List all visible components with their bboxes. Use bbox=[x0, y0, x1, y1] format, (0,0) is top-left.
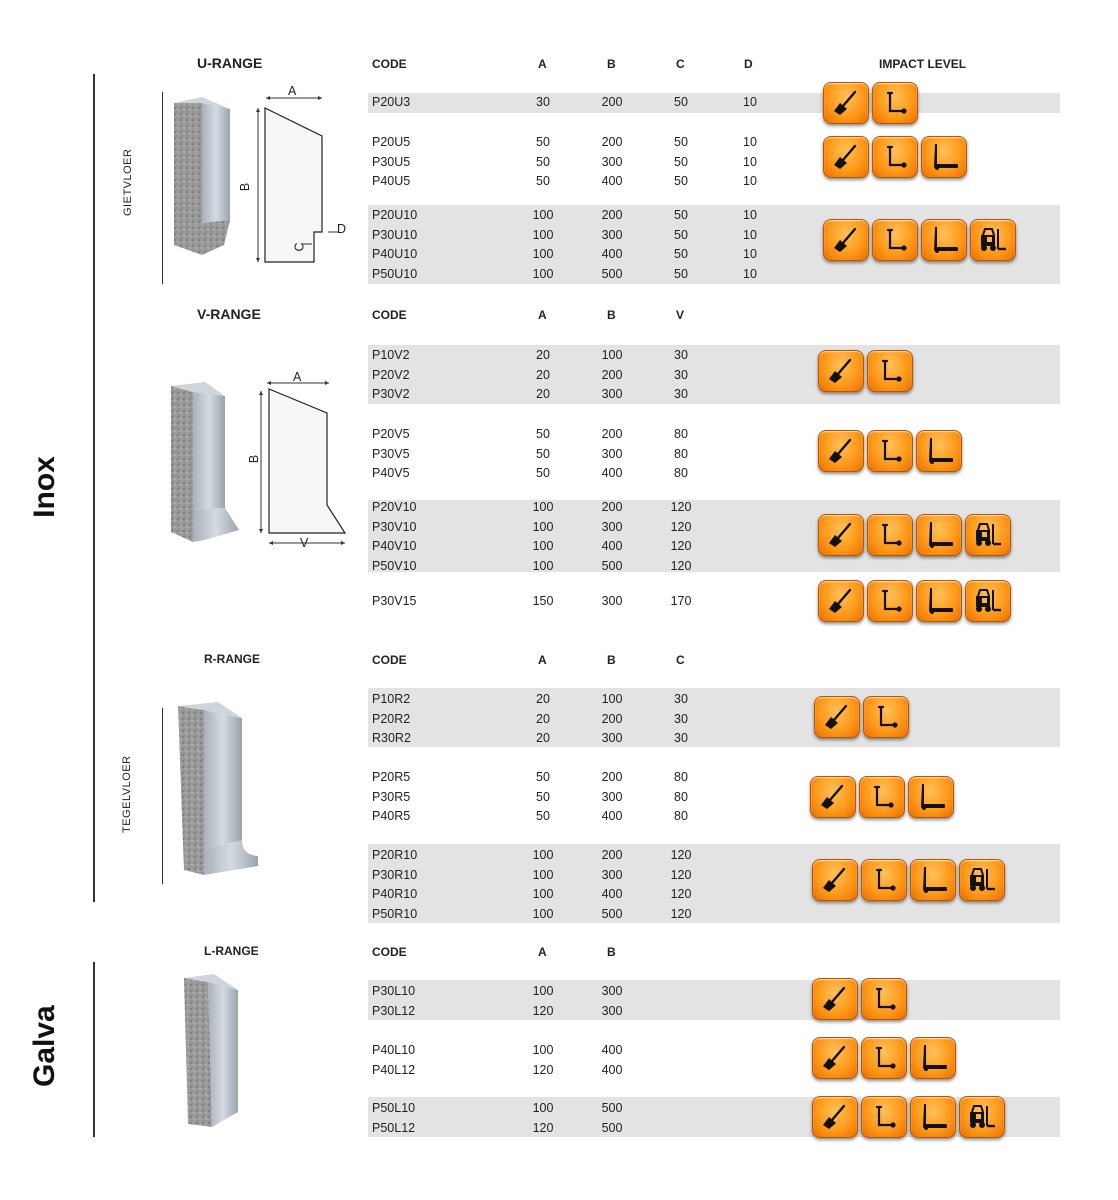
dimension-cell: 120 bbox=[670, 848, 692, 862]
product-code-cell: P40L10 bbox=[372, 1043, 416, 1057]
dimension-cell: 50 bbox=[674, 135, 688, 149]
scooter-icon bbox=[867, 580, 913, 622]
dimension-cell: 10 bbox=[743, 227, 757, 242]
scooter-icon bbox=[861, 1037, 907, 1079]
impact-level-icons bbox=[818, 430, 962, 472]
u-range-title: U-RANGE bbox=[197, 55, 263, 71]
dimension-cell: 30 bbox=[674, 711, 688, 726]
dimension-cell: 50 bbox=[674, 247, 688, 261]
galva-label: Galva bbox=[28, 1005, 61, 1087]
dimension-cell: 50 bbox=[536, 789, 550, 804]
dimension-cell: 50 bbox=[536, 135, 550, 149]
product-code-cell: P50U10 bbox=[372, 266, 418, 281]
dimension-cell: 100 bbox=[532, 558, 554, 573]
dimension-cell: 80 bbox=[674, 427, 688, 441]
broom-icon bbox=[818, 514, 864, 556]
dimension-cell: 500 bbox=[601, 266, 623, 281]
dimension-cell: 300 bbox=[601, 789, 623, 804]
dimension-cell: 300 bbox=[601, 1003, 623, 1018]
v-range-block-image bbox=[165, 380, 245, 550]
dimension-cell: 20 bbox=[536, 731, 550, 745]
product-code-cell: P30V10 bbox=[372, 519, 417, 534]
product-code-cell: P50V10 bbox=[372, 558, 417, 573]
dimension-cell: 100 bbox=[532, 519, 554, 534]
impact-level-icons bbox=[823, 82, 918, 124]
dimension-cell: 400 bbox=[601, 887, 623, 901]
dimension-cell: 400 bbox=[601, 1062, 623, 1077]
u-range-block-image bbox=[168, 95, 238, 265]
broom-icon bbox=[812, 1037, 858, 1079]
dimension-cell: 100 bbox=[532, 266, 554, 281]
product-code-cell: R30R2 bbox=[372, 731, 411, 745]
product-code-cell: P30U10 bbox=[372, 227, 418, 242]
dimension-cell: 10 bbox=[743, 247, 757, 261]
dimension-cell: 50 bbox=[674, 266, 688, 281]
dimension-cell: 400 bbox=[601, 539, 623, 553]
broom-icon bbox=[823, 82, 869, 124]
pallet-truck-icon bbox=[916, 430, 962, 472]
forklift-icon bbox=[965, 514, 1011, 556]
dimension-cell: 200 bbox=[601, 427, 623, 441]
dimension-cell: 200 bbox=[601, 711, 623, 726]
dimension-cell: 80 bbox=[674, 466, 688, 480]
product-code-cell: P40V10 bbox=[372, 539, 417, 553]
dimension-cell: 30 bbox=[674, 387, 688, 401]
product-code-cell: P50L10 bbox=[372, 1101, 416, 1115]
v-header-a: A bbox=[538, 308, 547, 322]
dimension-cell: 100 bbox=[601, 348, 623, 362]
inox-label: Inox bbox=[28, 456, 61, 518]
dimension-cell: 30 bbox=[674, 348, 688, 362]
scooter-icon bbox=[867, 350, 913, 392]
u-header-c: C bbox=[676, 57, 685, 71]
v-range-diagram bbox=[245, 373, 360, 553]
scooter-icon bbox=[872, 82, 918, 124]
dimension-cell: 200 bbox=[601, 770, 623, 784]
dimension-cell: 400 bbox=[601, 1043, 623, 1057]
l-header-a: A bbox=[538, 945, 547, 959]
dimension-cell: 50 bbox=[536, 154, 550, 169]
scooter-icon bbox=[867, 514, 913, 556]
l-header-code: CODE bbox=[372, 945, 407, 959]
dimension-cell: 50 bbox=[536, 466, 550, 480]
dimension-cell: 80 bbox=[674, 809, 688, 823]
u-drawing-label-c: C bbox=[292, 242, 307, 252]
dimension-cell: 30 bbox=[536, 95, 550, 109]
dimension-cell: 80 bbox=[674, 789, 688, 804]
pallet-truck-icon bbox=[908, 776, 954, 818]
row-group-band bbox=[368, 345, 1060, 404]
broom-icon bbox=[812, 859, 858, 901]
dimension-cell: 120 bbox=[670, 539, 692, 553]
product-code-cell: P30R10 bbox=[372, 867, 418, 882]
dimension-cell: 100 bbox=[532, 539, 554, 553]
dimension-cell: 30 bbox=[674, 367, 688, 382]
r-header-c: C bbox=[676, 653, 685, 667]
product-code-cell: P20R5 bbox=[372, 770, 411, 784]
product-code-cell: P10R2 bbox=[372, 692, 411, 706]
product-code-cell: P30L12 bbox=[372, 1003, 416, 1018]
product-code-cell: P20R2 bbox=[372, 711, 411, 726]
dimension-cell: 170 bbox=[670, 594, 692, 608]
dimension-cell: 120 bbox=[670, 500, 692, 514]
product-code-cell: P30V2 bbox=[372, 387, 410, 401]
u-drawing-label-a: A bbox=[288, 84, 297, 98]
dimension-cell: 100 bbox=[532, 848, 554, 862]
dimension-cell: 20 bbox=[536, 711, 550, 726]
u-header-b: B bbox=[607, 57, 616, 71]
dimension-cell: 400 bbox=[601, 174, 623, 188]
impact-level-icons bbox=[823, 219, 1016, 261]
u-range-diagram bbox=[240, 84, 355, 269]
dimension-cell: 20 bbox=[536, 692, 550, 706]
v-header-v: V bbox=[676, 308, 685, 322]
row-group-band bbox=[368, 688, 1060, 747]
dimension-cell: 300 bbox=[601, 154, 623, 169]
product-code-cell: P40R10 bbox=[372, 887, 418, 901]
dimension-cell: 300 bbox=[601, 446, 623, 461]
r-header-b: B bbox=[607, 653, 616, 667]
impact-level-icons bbox=[823, 136, 967, 178]
tegelvloer-label: TEGELVLOER bbox=[121, 755, 133, 833]
broom-icon bbox=[818, 580, 864, 622]
dimension-cell: 400 bbox=[601, 809, 623, 823]
scooter-icon bbox=[861, 859, 907, 901]
dimension-cell: 400 bbox=[601, 466, 623, 480]
dimension-cell: 100 bbox=[532, 1043, 554, 1057]
v-drawing-label-a: A bbox=[293, 370, 302, 384]
dimension-cell: 120 bbox=[532, 1062, 554, 1077]
dimension-cell: 50 bbox=[674, 208, 688, 222]
r-range-title: R-RANGE bbox=[204, 652, 260, 666]
pallet-truck-icon bbox=[921, 219, 967, 261]
v-header-b: B bbox=[607, 308, 616, 322]
galva-divider-line bbox=[93, 962, 95, 1137]
broom-icon bbox=[818, 430, 864, 472]
impact-level-icons bbox=[812, 859, 1005, 901]
product-code-cell: P50R10 bbox=[372, 906, 418, 921]
dimension-cell: 500 bbox=[601, 906, 623, 921]
dimension-cell: 20 bbox=[536, 367, 550, 382]
dimension-cell: 400 bbox=[601, 247, 623, 261]
product-code-cell: P40V5 bbox=[372, 466, 410, 480]
u-drawing-label-d: D bbox=[337, 222, 347, 236]
dimension-cell: 10 bbox=[743, 266, 757, 281]
l-header-b: B bbox=[607, 945, 616, 959]
dimension-cell: 50 bbox=[674, 154, 688, 169]
product-code-cell: P40U10 bbox=[372, 247, 418, 261]
dimension-cell: 80 bbox=[674, 770, 688, 784]
dimension-cell: 10 bbox=[743, 95, 757, 109]
broom-icon bbox=[814, 696, 860, 738]
pallet-truck-icon bbox=[916, 580, 962, 622]
scooter-icon bbox=[861, 1096, 907, 1138]
dimension-cell: 500 bbox=[601, 1101, 623, 1115]
impact-level-icons bbox=[818, 350, 913, 392]
broom-icon bbox=[823, 219, 869, 261]
product-code-cell: P20U5 bbox=[372, 135, 411, 149]
dimension-cell: 10 bbox=[743, 154, 757, 169]
product-code-cell: P40L12 bbox=[372, 1062, 416, 1077]
dimension-cell: 20 bbox=[536, 387, 550, 401]
impact-level-icons bbox=[812, 1037, 956, 1079]
dimension-cell: 200 bbox=[601, 95, 623, 109]
gietvloer-divider-line bbox=[162, 92, 163, 284]
scooter-icon bbox=[861, 978, 907, 1020]
scooter-icon bbox=[859, 776, 905, 818]
product-code-cell: P40R5 bbox=[372, 809, 411, 823]
dimension-cell: 120 bbox=[532, 1003, 554, 1018]
dimension-cell: 30 bbox=[674, 692, 688, 706]
dimension-cell: 300 bbox=[601, 867, 623, 882]
product-code-cell: P20R10 bbox=[372, 848, 418, 862]
dimension-cell: 300 bbox=[601, 227, 623, 242]
broom-icon bbox=[818, 350, 864, 392]
dimension-cell: 100 bbox=[532, 1101, 554, 1115]
forklift-icon bbox=[965, 580, 1011, 622]
dimension-cell: 50 bbox=[536, 809, 550, 823]
dimension-cell: 120 bbox=[532, 1120, 554, 1135]
forklift-icon bbox=[959, 859, 1005, 901]
dimension-cell: 500 bbox=[601, 558, 623, 573]
dimension-cell: 300 bbox=[601, 984, 623, 998]
scooter-icon bbox=[863, 696, 909, 738]
dimension-cell: 50 bbox=[674, 95, 688, 109]
product-code-cell: P20V2 bbox=[372, 367, 410, 382]
v-header-code: CODE bbox=[372, 308, 407, 322]
u-header-d: D bbox=[744, 57, 753, 71]
dimension-cell: 150 bbox=[532, 594, 554, 608]
product-code-cell: P20U3 bbox=[372, 95, 411, 109]
product-code-cell: P40U5 bbox=[372, 174, 411, 188]
impact-level-icons bbox=[814, 696, 909, 738]
product-code-cell: P50L12 bbox=[372, 1120, 416, 1135]
row-group-band bbox=[368, 93, 1060, 113]
forklift-icon bbox=[970, 219, 1016, 261]
product-code-cell: P30V5 bbox=[372, 446, 410, 461]
forklift-icon bbox=[959, 1096, 1005, 1138]
dimension-cell: 100 bbox=[532, 247, 554, 261]
u-header-a: A bbox=[538, 57, 547, 71]
r-range-block-image bbox=[170, 700, 265, 885]
dimension-cell: 50 bbox=[536, 174, 550, 188]
dimension-cell: 10 bbox=[743, 174, 757, 188]
scooter-icon bbox=[867, 430, 913, 472]
impact-level-icons bbox=[812, 1096, 1005, 1138]
product-code-cell: P20V5 bbox=[372, 427, 410, 441]
impact-level-icons bbox=[818, 514, 1011, 556]
product-code-cell: P20U10 bbox=[372, 208, 418, 222]
v-drawing-label-v: V bbox=[300, 536, 309, 550]
dimension-cell: 100 bbox=[532, 906, 554, 921]
pallet-truck-icon bbox=[910, 1096, 956, 1138]
dimension-cell: 100 bbox=[532, 867, 554, 882]
u-drawing-label-b: B bbox=[238, 182, 253, 192]
product-code-cell: P10V2 bbox=[372, 348, 410, 362]
dimension-cell: 120 bbox=[670, 887, 692, 901]
dimension-cell: 80 bbox=[674, 446, 688, 461]
inox-divider-line bbox=[93, 74, 95, 902]
dimension-cell: 100 bbox=[532, 984, 554, 998]
dimension-cell: 50 bbox=[536, 446, 550, 461]
broom-icon bbox=[812, 978, 858, 1020]
impact-level-icons bbox=[818, 580, 1011, 622]
u-header-code: CODE bbox=[372, 57, 407, 71]
dimension-cell: 100 bbox=[532, 227, 554, 242]
v-range-title: V-RANGE bbox=[197, 306, 261, 322]
pallet-truck-icon bbox=[916, 514, 962, 556]
product-code-cell: P30U5 bbox=[372, 154, 411, 169]
dimension-cell: 120 bbox=[670, 558, 692, 573]
dimension-cell: 120 bbox=[670, 519, 692, 534]
tegelvloer-divider-line bbox=[162, 708, 163, 884]
r-header-code: CODE bbox=[372, 653, 407, 667]
dimension-cell: 100 bbox=[532, 500, 554, 514]
dimension-cell: 50 bbox=[536, 427, 550, 441]
dimension-cell: 100 bbox=[532, 887, 554, 901]
broom-icon bbox=[823, 136, 869, 178]
pallet-truck-icon bbox=[921, 136, 967, 178]
gietvloer-label: GIETVLOER bbox=[122, 148, 134, 216]
dimension-cell: 500 bbox=[601, 1120, 623, 1135]
pallet-truck-icon bbox=[910, 1037, 956, 1079]
product-code-cell: P30R5 bbox=[372, 789, 411, 804]
l-range-title: L-RANGE bbox=[204, 944, 259, 958]
dimension-cell: 300 bbox=[601, 731, 623, 745]
impact-level-icons bbox=[812, 978, 907, 1020]
dimension-cell: 10 bbox=[743, 135, 757, 149]
product-code-cell: P30V15 bbox=[372, 594, 417, 608]
product-code-cell: P20V10 bbox=[372, 500, 417, 514]
v-drawing-label-b: B bbox=[247, 454, 262, 464]
dimension-cell: 100 bbox=[601, 692, 623, 706]
dimension-cell: 300 bbox=[601, 519, 623, 534]
product-code-cell: P30L10 bbox=[372, 984, 416, 998]
l-range-block-image bbox=[178, 972, 248, 1132]
broom-icon bbox=[810, 776, 856, 818]
dimension-cell: 120 bbox=[670, 867, 692, 882]
r-header-a: A bbox=[538, 653, 547, 667]
dimension-cell: 200 bbox=[601, 500, 623, 514]
impact-level-header: IMPACT LEVEL bbox=[879, 57, 967, 71]
dimension-cell: 200 bbox=[601, 367, 623, 382]
dimension-cell: 50 bbox=[674, 227, 688, 242]
dimension-cell: 300 bbox=[601, 387, 623, 401]
impact-level-icons bbox=[810, 776, 954, 818]
broom-icon bbox=[812, 1096, 858, 1138]
dimension-cell: 10 bbox=[743, 208, 757, 222]
dimension-cell: 200 bbox=[601, 848, 623, 862]
dimension-cell: 200 bbox=[601, 135, 623, 149]
dimension-cell: 50 bbox=[536, 770, 550, 784]
dimension-cell: 120 bbox=[670, 906, 692, 921]
scooter-icon bbox=[872, 136, 918, 178]
dimension-cell: 20 bbox=[536, 348, 550, 362]
dimension-cell: 50 bbox=[674, 174, 688, 188]
dimension-cell: 100 bbox=[532, 208, 554, 222]
row-group-band bbox=[368, 980, 1060, 1020]
dimension-cell: 30 bbox=[674, 731, 688, 745]
dimension-cell: 300 bbox=[601, 594, 623, 608]
dimension-cell: 200 bbox=[601, 208, 623, 222]
scooter-icon bbox=[872, 219, 918, 261]
pallet-truck-icon bbox=[910, 859, 956, 901]
